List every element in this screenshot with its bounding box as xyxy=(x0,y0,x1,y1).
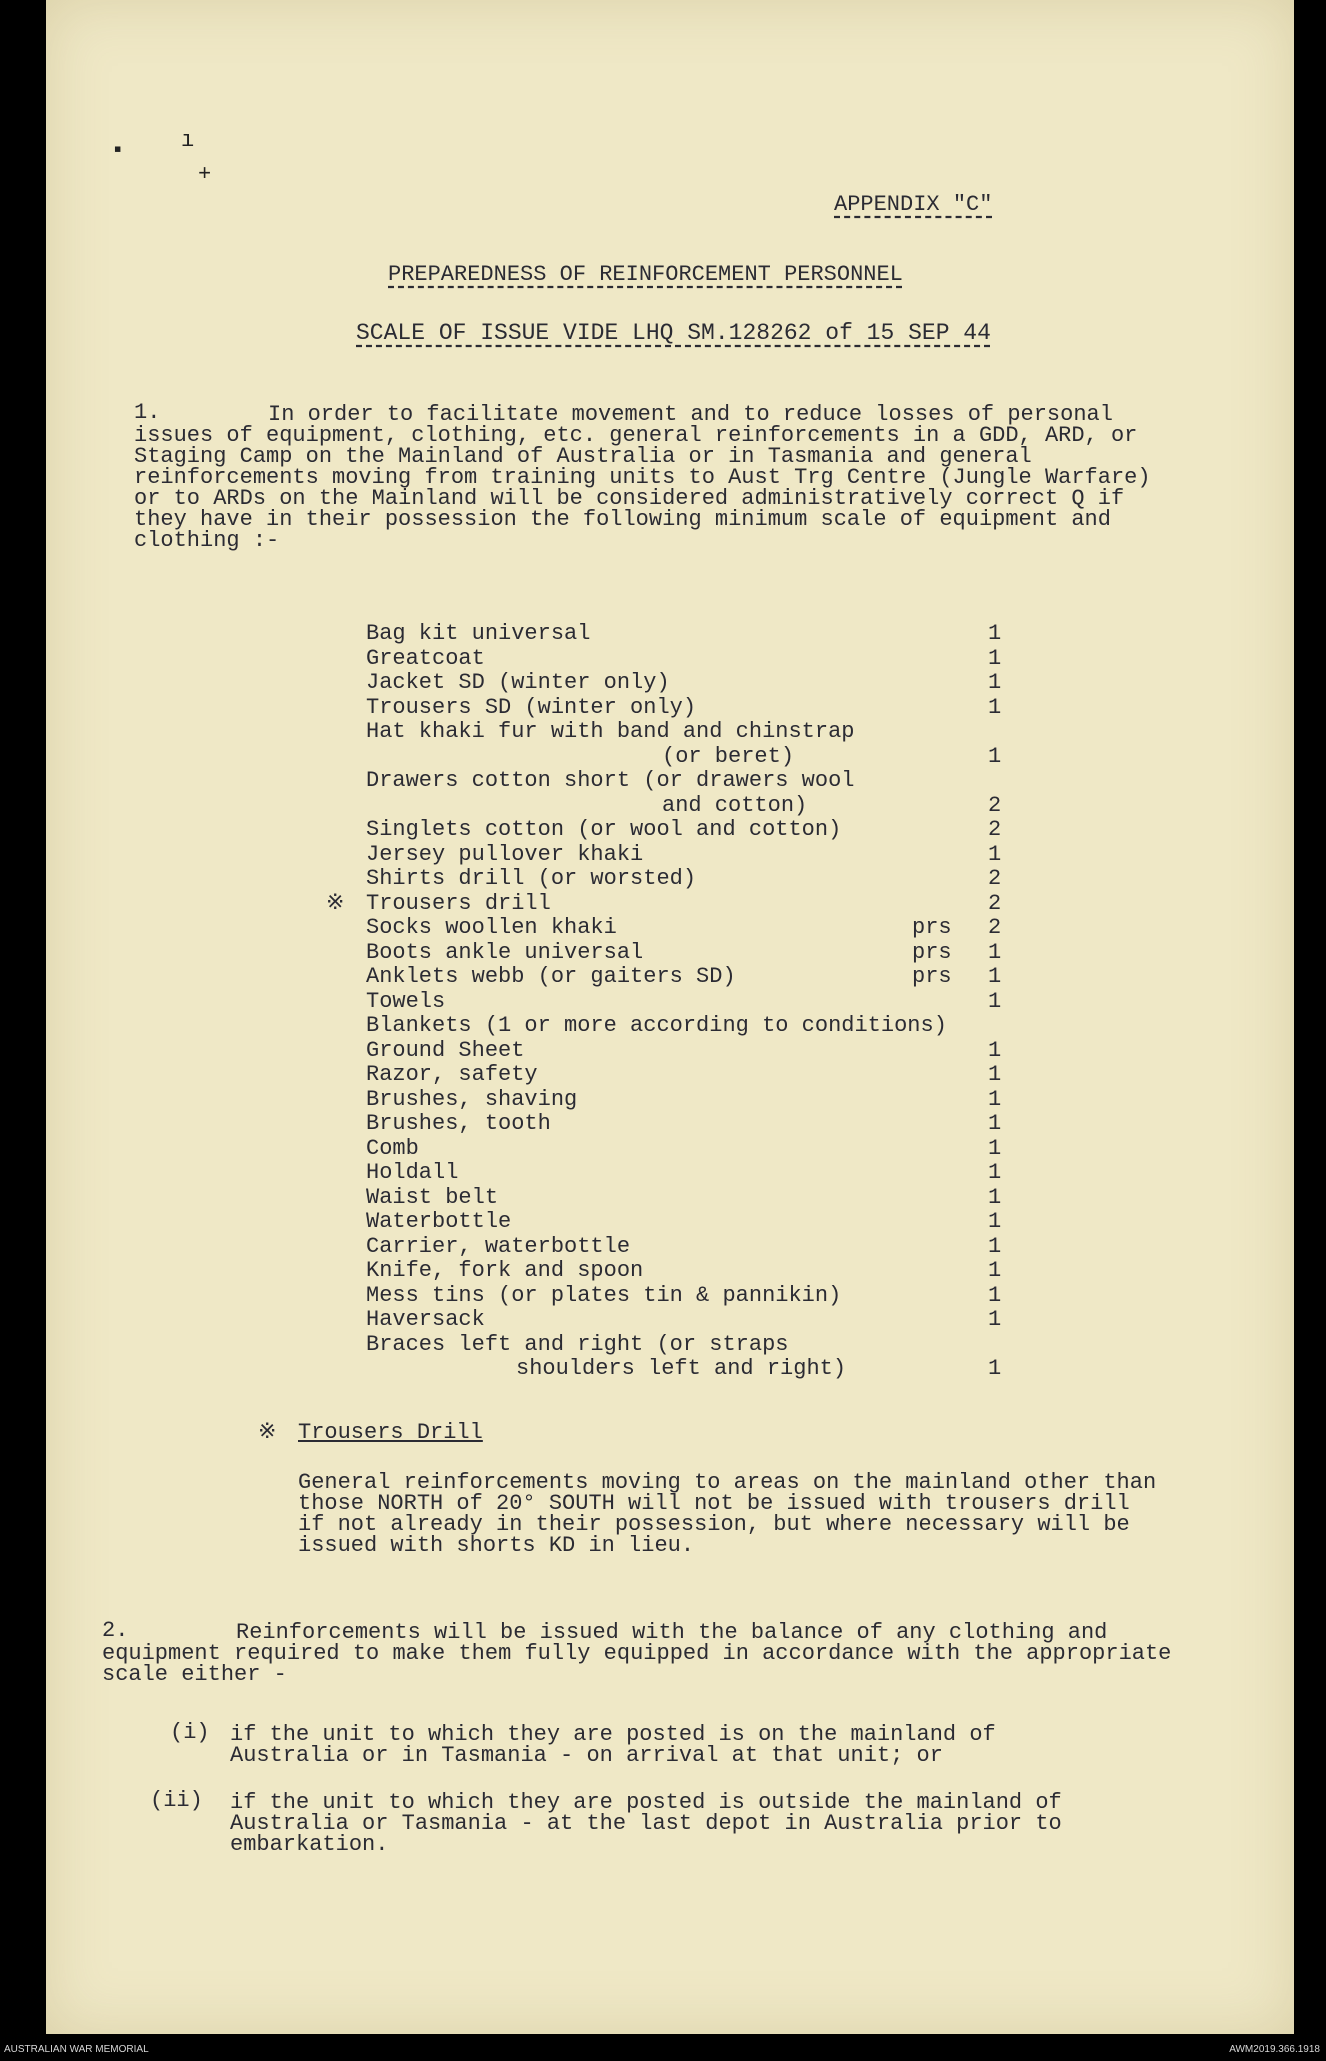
item-name: Jacket SD (winter only) xyxy=(366,670,670,695)
list-item xyxy=(366,1039,1026,1064)
document-title: PREPAREDNESS OF REINFORCEMENT PERSONNEL xyxy=(388,262,903,287)
list-item xyxy=(366,794,1026,819)
item-name: Hat khaki fur with band and chinstrap xyxy=(366,719,855,744)
item-name: Boots ankle universal xyxy=(366,939,644,965)
list-item xyxy=(366,1357,1026,1382)
item-quantity: 1 xyxy=(988,694,1002,720)
document-subtitle: SCALE OF ISSUE VIDE LHQ SM.128262 of 15 SEP 44 xyxy=(356,320,991,346)
item-unit: prs xyxy=(912,964,952,989)
item-name: Brushes, tooth xyxy=(366,1111,551,1136)
list-item xyxy=(366,671,1026,696)
list-item xyxy=(366,1284,1026,1309)
list-item xyxy=(366,843,1026,868)
list-item xyxy=(366,1333,1026,1358)
item-quantity: 2 xyxy=(988,866,1002,891)
item-name: Comb xyxy=(366,1135,419,1161)
list-item xyxy=(366,1259,1026,1284)
item-quantity: 1 xyxy=(988,1258,1002,1283)
item-quantity: 1 xyxy=(988,939,1002,965)
item-quantity: 1 xyxy=(988,988,1002,1014)
list-item xyxy=(326,890,1026,917)
sub-ii-label: (ii) xyxy=(150,1788,203,1813)
list-item xyxy=(366,1186,1026,1211)
item-quantity: 1 xyxy=(988,1037,1002,1063)
item-name: Brushes, shaving xyxy=(366,1086,578,1112)
list-item xyxy=(366,916,1026,941)
item-name: Singlets cotton (or wool and cotton) xyxy=(366,817,842,842)
item-quantity: 1 xyxy=(988,645,1002,671)
item-name: Razor, safety xyxy=(366,1062,538,1087)
list-item xyxy=(366,647,1026,672)
item-quantity: 2 xyxy=(988,817,1002,842)
equipment-list xyxy=(326,621,1026,1382)
document-page xyxy=(46,0,1294,2034)
list-item xyxy=(366,769,1026,794)
list-item xyxy=(366,1161,1026,1186)
item-name: Greatcoat xyxy=(366,645,485,671)
ink-mark: ▪ xyxy=(111,138,125,163)
para2-number: 2. xyxy=(102,1618,129,1643)
item-quantity: 1 xyxy=(988,621,1002,646)
item-name: Carrier, waterbottle xyxy=(366,1233,631,1259)
item-quantity: 1 xyxy=(988,670,1002,695)
item-quantity: 1 xyxy=(988,1062,1002,1087)
item-name: Waist belt xyxy=(366,1184,499,1210)
list-item xyxy=(366,990,1026,1015)
footer-left: AUSTRALIAN WAR MEMORIAL xyxy=(4,2044,149,2055)
para1-text: In order to facilitate movement and to reduce losses of personal issues of equipment, clothing, etc. general reinforcements in a GDD, ARD, or Staging Camp on the Mainland of Australia or in Tasmania and general reinforcements moving from training units to Aust Trg Centre (Jungle Warfare) or to ARDs on the Mainland will be considered administratively correct Q if they have in their possession the following minimum scale of equipment and clothing :- xyxy=(134,402,1151,553)
list-item xyxy=(366,1063,1026,1088)
item-quantity: 1 xyxy=(988,1356,1002,1381)
item-quantity: 1 xyxy=(988,743,1002,769)
item-name: Haversack xyxy=(366,1307,485,1332)
list-item xyxy=(366,1235,1026,1260)
item-quantity: 1 xyxy=(988,1135,1002,1161)
item-quantity: 1 xyxy=(988,1209,1002,1234)
item-name: Jersey pullover khaki xyxy=(366,841,644,867)
item-name: shoulders left and right) xyxy=(516,1356,847,1381)
ink-mark: + xyxy=(198,162,212,187)
item-quantity: 1 xyxy=(988,841,1002,867)
list-item xyxy=(366,965,1026,990)
item-name: Trousers SD (winter only) xyxy=(366,694,697,720)
item-name: Knife, fork and spoon xyxy=(366,1258,644,1283)
item-unit: prs xyxy=(912,939,952,965)
para2-text: Reinforcements will be issued with the balance of any clothing and equipment required to make them fully equipped in accordance with the appropriate scale either - xyxy=(102,1620,1172,1687)
footer-right: AWM2019.366.1918 xyxy=(1229,2044,1320,2055)
list-item xyxy=(366,1210,1026,1235)
item-name: (or beret) xyxy=(662,743,795,769)
item-quantity: 2 xyxy=(988,792,1002,818)
item-quantity: 1 xyxy=(988,1111,1002,1136)
list-item xyxy=(366,1308,1026,1333)
note-text: General reinforcements moving to areas on the mainland other than those NORTH of 20° SOUTH will not be issued with trousers drill if not already in their possession, but where necessary will be issued with shorts KD in lieu. xyxy=(298,1470,1157,1558)
item-name: Bag kit universal xyxy=(366,621,591,646)
list-item xyxy=(366,1014,1026,1039)
item-unit: prs xyxy=(912,915,952,940)
list-item xyxy=(366,696,1026,721)
item-quantity: 2 xyxy=(988,890,1002,916)
sub-i-text: if the unit to which they are posted is on the mainland of Australia or in Tasmania - on arrival at that unit; or xyxy=(230,1722,996,1768)
list-item xyxy=(366,867,1026,892)
note-marker: ※ xyxy=(258,1420,277,1445)
item-name: Anklets webb (or gaiters SD) xyxy=(366,964,736,989)
list-item xyxy=(366,720,1026,745)
star-marker: ※ xyxy=(326,890,345,916)
item-name: Trousers drill xyxy=(366,890,551,916)
item-quantity: 1 xyxy=(988,1086,1002,1112)
item-name: Socks woollen khaki xyxy=(366,915,617,940)
item-name: Blankets (1 or more according to conditions) xyxy=(366,1013,947,1038)
list-item xyxy=(366,622,1026,647)
appendix-label: APPENDIX "C" xyxy=(834,192,993,217)
item-quantity: 1 xyxy=(988,964,1002,989)
item-name: and cotton) xyxy=(662,792,808,818)
list-item xyxy=(366,745,1026,770)
list-item xyxy=(366,941,1026,966)
item-quantity: 1 xyxy=(988,1307,1002,1332)
para1-number: 1. xyxy=(134,400,161,425)
item-name: Mess tins (or plates tin & pannikin) xyxy=(366,1282,842,1308)
item-quantity: 1 xyxy=(988,1282,1002,1308)
item-quantity: 1 xyxy=(988,1233,1002,1259)
item-name: Towels xyxy=(366,988,446,1014)
item-quantity: 1 xyxy=(988,1184,1002,1210)
sub-i-label: (i) xyxy=(170,1720,210,1745)
list-item xyxy=(366,1088,1026,1113)
item-quantity: 1 xyxy=(988,1160,1002,1185)
list-item xyxy=(366,1137,1026,1162)
item-name: Shirts drill (or worsted) xyxy=(366,866,697,891)
list-item xyxy=(366,1112,1026,1137)
ink-mark: ı xyxy=(181,128,195,153)
sub-ii-text: if the unit to which they are posted is outside the mainland of Australia or Tasmania - at the last depot in Australia prior to embarkation. xyxy=(230,1790,1062,1857)
item-quantity: 2 xyxy=(988,915,1002,940)
item-name: Holdall xyxy=(366,1160,459,1185)
item-name: Ground Sheet xyxy=(366,1037,525,1063)
item-name: Drawers cotton short (or drawers wool xyxy=(366,768,855,793)
archive-footer xyxy=(0,2040,1326,2061)
item-name: Waterbottle xyxy=(366,1209,512,1234)
note-heading: Trousers Drill xyxy=(298,1420,483,1445)
item-name: Braces left and right (or straps xyxy=(366,1331,789,1357)
list-item xyxy=(366,818,1026,843)
